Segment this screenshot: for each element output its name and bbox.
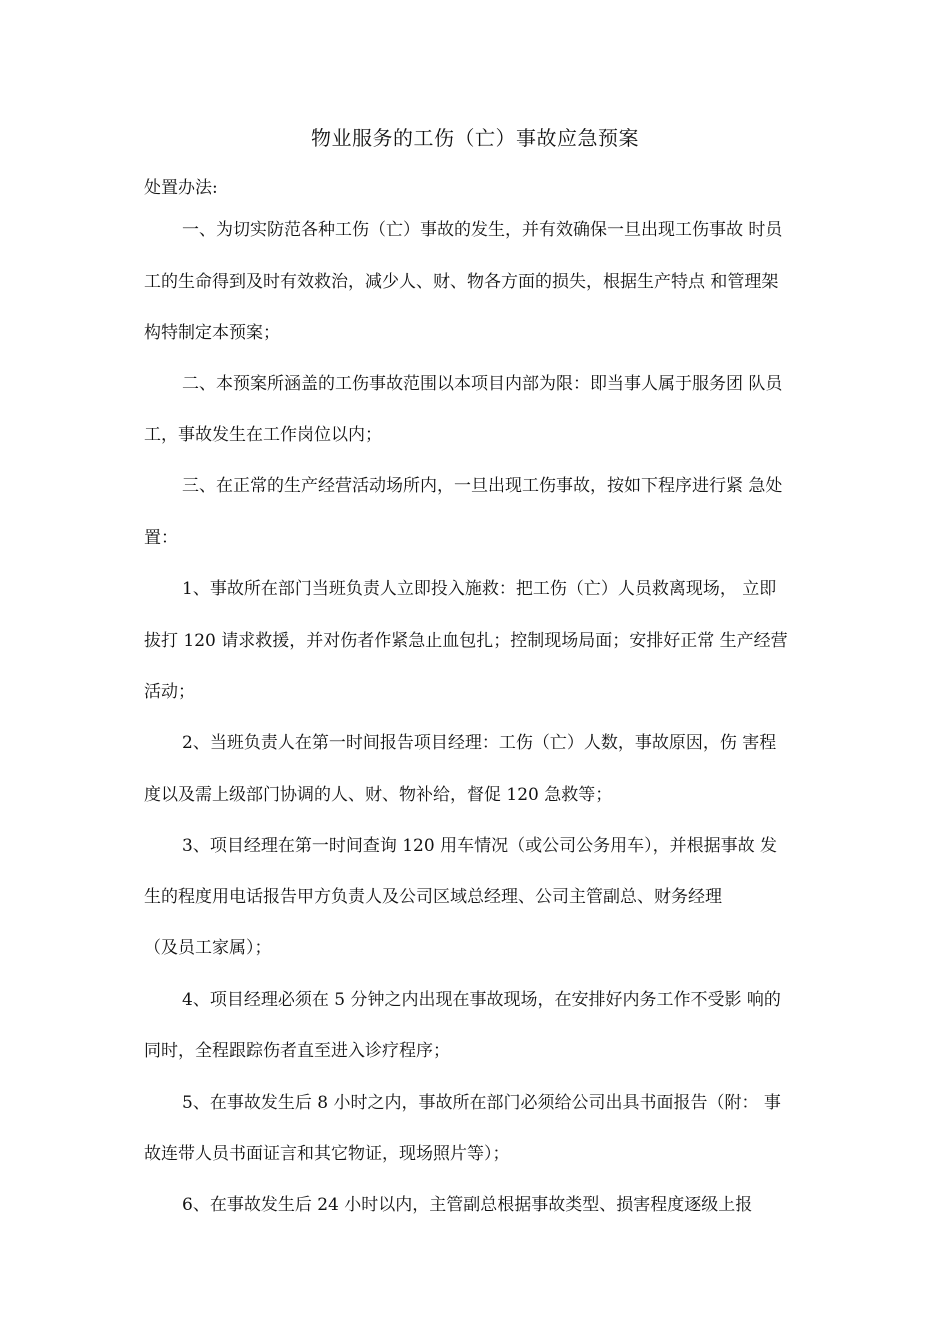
paragraph-1-line-3: 构特制定本预案； [144,323,280,343]
item-4-line-2: 同时，全程跟踪伤者直至进入诊疗程序； [144,1041,450,1061]
paragraph-2-line-2: 工，事故发生在工作岗位以内； [144,425,382,445]
paragraph-1-line-2: 工的生命得到及时有效救治，减少人、财、物各方面的损失，根据生产特点 和管理架 [144,272,779,292]
section-heading: 处置办法: [144,178,218,198]
item-6-line-1: 6、在事故发生后 24 小时以内，主管副总根据事故类型、损害程度逐级上报 [182,1195,753,1215]
item-3-line-1: 3、项目经理在第一时间查询 120 用车情况（或公司公务用车），并根据事故 发 [182,836,777,856]
paragraph-3-line-2: 置： [144,528,178,548]
item-2-line-1: 2、当班负责人在第一时间报告项目经理：工伤（亡）人数，事故原因，伤 害程 [182,733,777,753]
item-1-line-2: 拔打 120 请求救援，并对伤者作紧急止血包扎；控制现场局面；安排好正常 生产经营 [144,631,788,651]
paragraph-3-line-1: 三、在正常的生产经营活动场所内，一旦出现工伤事故，按如下程序进行紧 急处 [182,476,783,496]
item-5-line-1: 5、在事故发生后 8 小时之内，事故所在部门必须给公司出具书面报告（附： 事 [182,1093,781,1113]
item-4-line-1: 4、项目经理必须在 5 分钟之内出现在事故现场，在安排好内务工作不受影 响的 [182,990,781,1010]
item-3-line-2: 生的程度用电话报告甲方负责人及公司区域总经理、公司主管副总、财务经理 [144,887,722,907]
paragraph-1-line-1: 一、为切实防范各种工伤（亡）事故的发生，并有效确保一旦出现工伤事故 时员 [182,220,783,240]
item-2-line-2: 度以及需上级部门协调的人、财、物补给，督促 120 急救等； [144,785,613,805]
item-1-line-1: 1、事故所在部门当班负责人立即投入施救：把工伤（亡）人员救离现场， 立即 [182,579,777,599]
document-title: 物业服务的工伤（亡）事故应急预案 [311,126,639,150]
item-5-line-2: 故连带人员书面证言和其它物证，现场照片等）； [144,1144,510,1164]
item-1-line-3: 活动； [144,682,195,702]
item-3-line-3: （及员工家属）； [144,938,272,958]
paragraph-2-line-1: 二、本预案所涵盖的工伤事故范围以本项目内部为限：即当事人属于服务团 队员 [182,374,783,394]
